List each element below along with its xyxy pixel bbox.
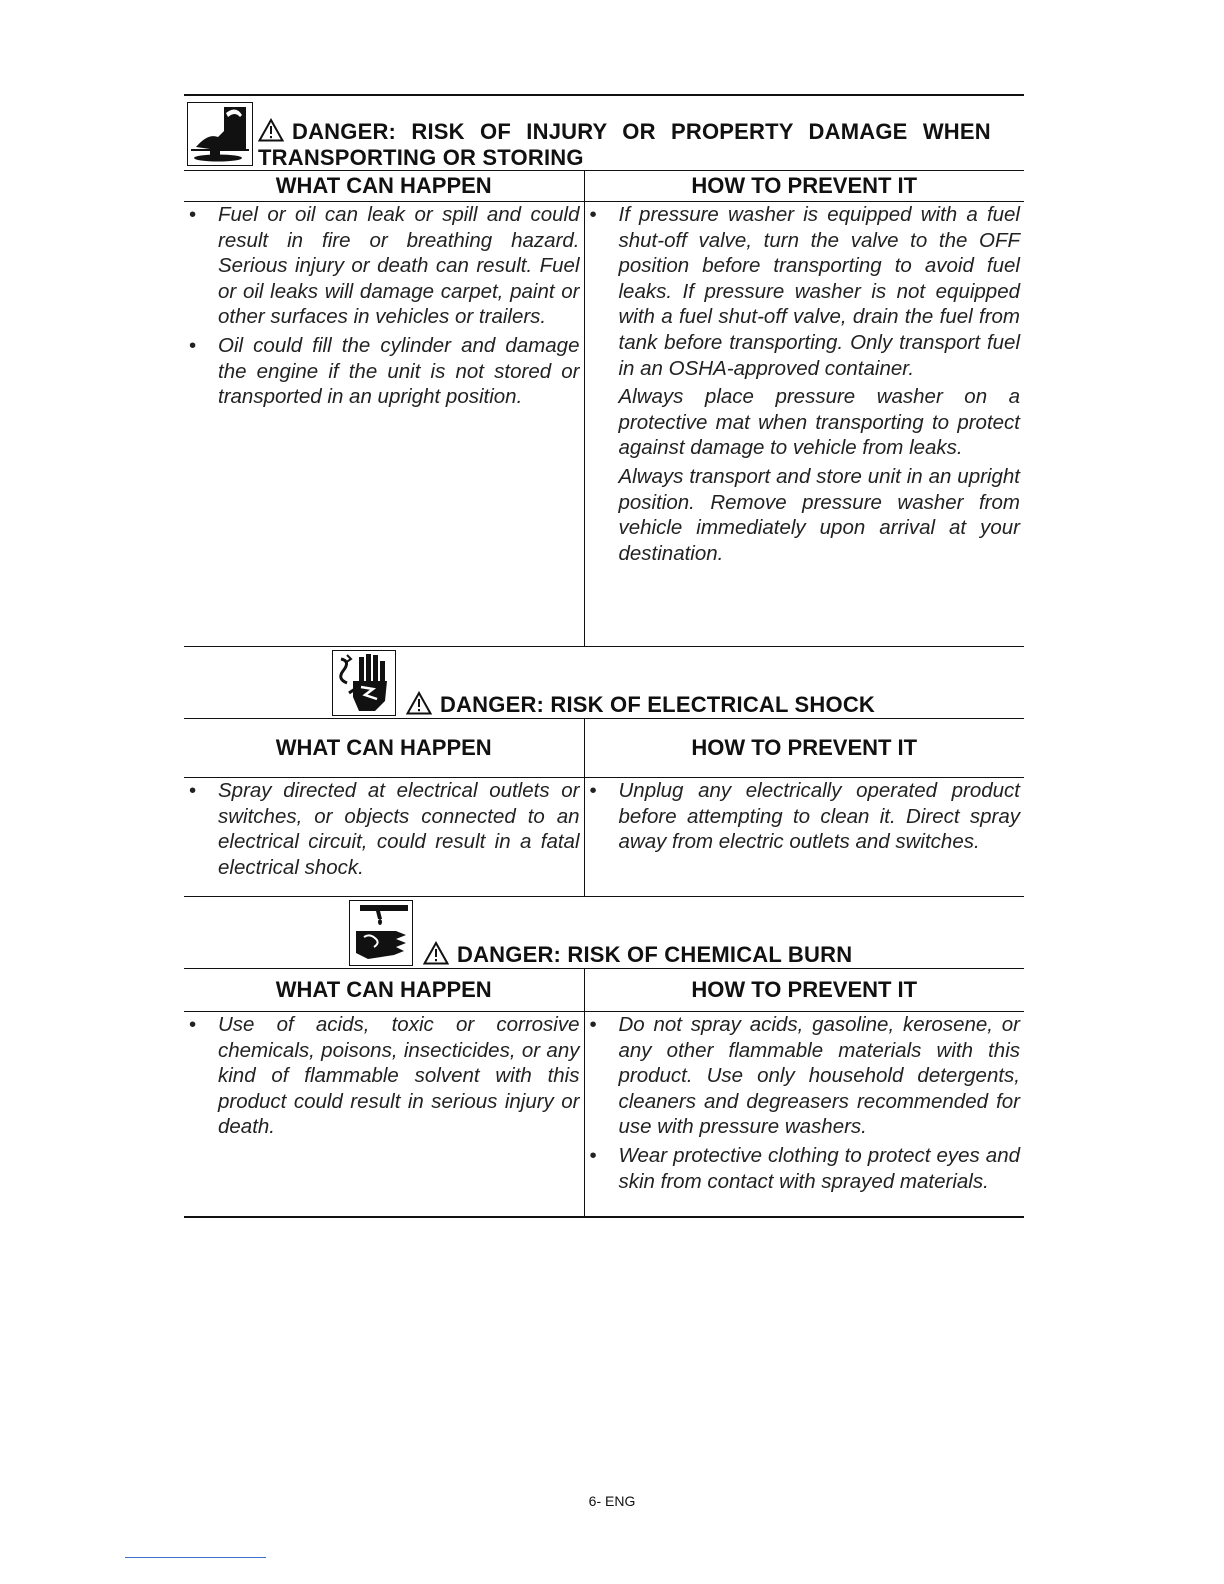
electrical-danger-header [184,646,1024,718]
chemical-danger-header [184,896,1024,968]
electric-shock-hand-icon [332,650,396,716]
what-can-happen-header: WHAT CAN HAPPEN [184,171,584,202]
what-can-happen-header: WHAT CAN HAPPEN [184,719,584,778]
warning-triangle-icon [406,691,432,715]
how-to-prevent-header: HOW TO PREVENT IT [584,969,1024,1012]
warning-triangle-icon [423,941,449,965]
prevention-item: • Wear protective clothing to protect eyes and skin from contact with sprayed materials. [585,1143,1025,1194]
transport-danger-header [184,96,1024,170]
fuel-leak-icon [187,102,253,166]
transport-danger-table [184,170,1024,646]
hazard-item: • Spray directed at electrical outlets or switches, or objects connected to an electrical circuit, could result in a fatal electrical shock. [184,778,584,880]
prevention-item: • If pressure washer is equipped with a fuel shut-off valve, turn the valve to the OFF position before transporting to avoid fuel leaks. If pressure washer is not equipped with a fuel shut-off valve, drain the fuel from tank before transporting. Only transport fuel in an OSHA-approved container. [585,202,1025,381]
chemical-danger-table [184,968,1024,1216]
chemical-danger-title: DANGER: RISK OF CHEMICAL BURN [423,941,852,968]
prevention-item: Always place pressure washer on a protective mat when transporting to protect against damage to vehicle from leaks. [618,385,1020,460]
how-to-prevent-header: HOW TO PREVENT IT [584,171,1024,202]
how-to-prevent-header: HOW TO PREVENT IT [584,719,1024,778]
hazard-item: • Fuel or oil can leak or spill and could result in fire or breathing hazard. Serious injury or death can result. Fuel or oil leaks will damage carpet, paint or other surfaces in vehicles or trailers. [184,202,584,330]
what-can-happen-header: WHAT CAN HAPPEN [184,969,584,1012]
bottom-rule [184,1216,1024,1218]
prevention-item: • Unplug any electrically operated product before attempting to clean it. Direct spray away from electric outlets and switches. [585,778,1025,855]
page-number: 6- ENG [588,1493,636,1509]
transport-danger-title: DANGER: RISK OF INJURY OR PROPERTY DAMAGE WHEN TRANSPORTING OR STORING [258,119,991,170]
margin-line [125,1557,266,1558]
prevention-item: Always transport and store unit in an upright position. Remove pressure washer from vehicle immediately upon arrival at your destination. [618,464,1020,565]
electrical-danger-table [184,718,1024,896]
chemical-burn-hand-icon [349,900,413,966]
electrical-danger-title: DANGER: RISK OF ELECTRICAL SHOCK [406,691,875,718]
prevention-item: • Do not spray acids, gasoline, kerosene, or any other flammable materials with this product. Use only household detergents, cleaners and degreasers recommended for use with pressure washers. [585,1012,1025,1140]
warning-triangle-icon [258,118,284,142]
hazard-item: • Use of acids, toxic or corrosive chemicals, poisons, insecticides, or any kind of flammable solvent with this product could result in serious injury or death. [184,1012,584,1140]
hazard-item: • Oil could fill the cylinder and damage the engine if the unit is not stored or transported in an upright position. [184,333,584,410]
safety-page [184,94,1024,1218]
